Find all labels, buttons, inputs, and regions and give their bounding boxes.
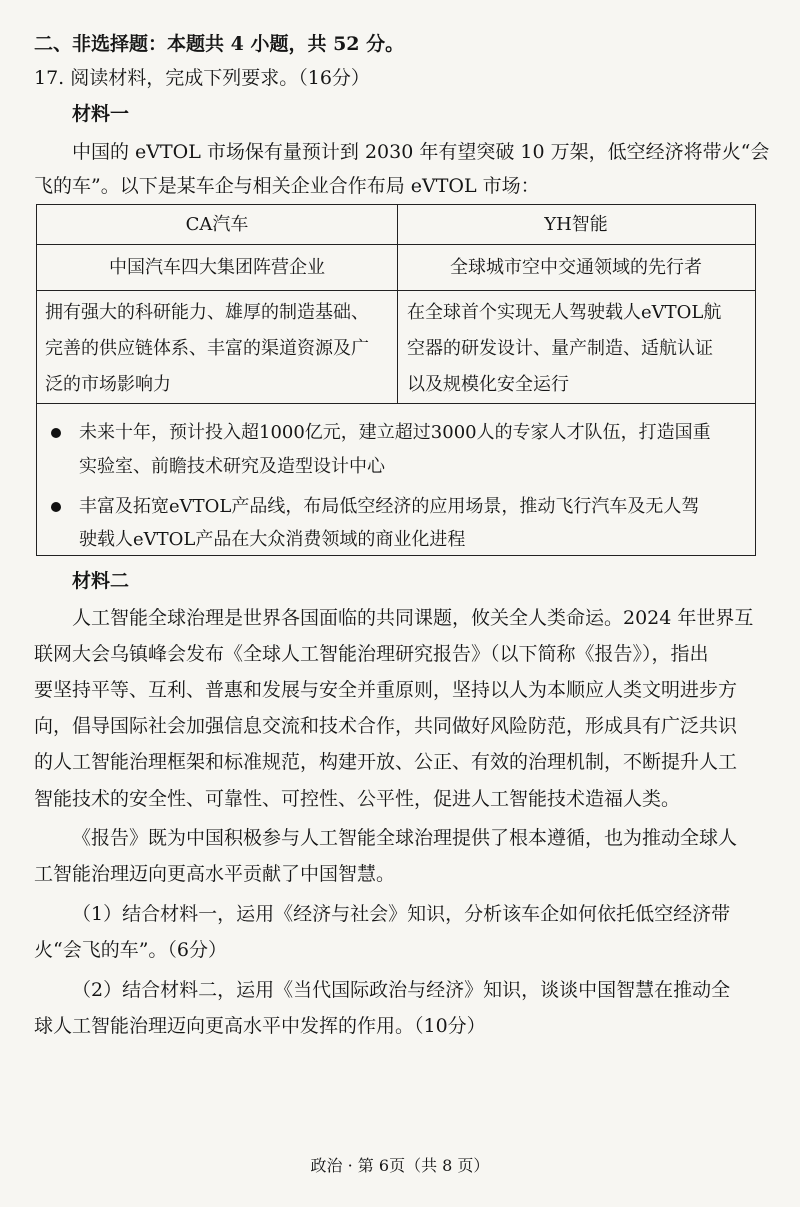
bullet-2 <box>51 490 741 524</box>
page-footer: 政治 · 第 6页（共 8 页） <box>310 1156 490 1175</box>
col2-desc-line1: 在全球首个实现无人驾驶载人eVTOL航 <box>407 302 722 323</box>
material2-label: 材料二 <box>72 570 130 592</box>
section-header: 二、非选择题：本题共 4 小题，共 52 分。 <box>34 33 405 55</box>
material1-intro-line2: 飞的车”。以下是某车企与相关企业合作布局 eVTOL 市场： <box>34 175 540 197</box>
material2-p2-line2: 工智能治理迈向更高水平贡献了中国智慧。 <box>34 863 396 885</box>
table-sub-row <box>37 245 755 291</box>
col1-header: CA汽车 <box>185 214 249 235</box>
bullet-dot-icon <box>51 428 61 438</box>
bullet1-line2: 实验室、前瞻技术研究及造型设计中心 <box>79 456 385 477</box>
col2-header: YH智能 <box>544 214 608 235</box>
table-desc-row <box>37 291 755 404</box>
material2-p1-line5: 的人工智能治理框架和标准规范，构建开放、公正、有效的治理机制，不断提升人工 <box>34 751 738 773</box>
material2-p2-line1: 《报告》既为中国积极参与人工智能全球治理提供了根本遵循，也为推动全球人 <box>72 827 738 849</box>
subquestion-2-line1: （2）结合材料二，运用《当代国际政治与经济》知识，谈谈中国智慧在推动全 <box>72 979 731 1001</box>
material1-label: 材料一 <box>72 103 130 125</box>
col1-desc-line1: 拥有强大的科研能力、雄厚的制造基础、 <box>45 302 369 323</box>
col1-desc-line2: 完善的供应链体系、丰富的渠道资源及广 <box>45 338 369 359</box>
col1-desc-line3: 泛的市场影响力 <box>45 374 171 395</box>
bullet2-line1: 丰富及拓宽eVTOL产品线，布局低空经济的应用场景，推动飞行汽车及无人驾 <box>79 496 700 517</box>
material2-p1-line2: 联网大会乌镇峰会发布《全球人工智能治理研究报告》（以下简称《报告》），指出 <box>34 643 709 665</box>
subquestion-1-line1: （1）结合材料一，运用《经济与社会》知识，分析该车企如何依托低空经济带 <box>72 903 731 925</box>
bullet-dot-icon <box>51 502 61 512</box>
subquestion-1-line2: 火“会飞的车”。（6分） <box>34 939 228 961</box>
cooperation-table <box>36 204 756 556</box>
col1-sub: 中国汽车四大集团阵营企业 <box>109 257 325 278</box>
subquestion-2-line2: 球人工智能治理迈向更高水平中发挥的作用。（10分） <box>34 1015 486 1037</box>
column-divider <box>397 205 398 404</box>
material2-p1-line1: 人工智能全球治理是世界各国面临的共同课题，攸关全人类命运。2024 年世界互 <box>72 607 754 629</box>
question-title: 17. 阅读材料，完成下列要求。（16分） <box>34 67 370 89</box>
bullet2-line2: 驶载人eVTOL产品在大众消费领域的商业化进程 <box>79 529 466 550</box>
bullet-1 <box>51 416 741 450</box>
material1-intro-line1: 中国的 eVTOL 市场保有量预计到 2030 年有望突破 10 万架，低空经济将带火“会 <box>72 141 770 163</box>
material2-p1-line4: 向，倡导国际社会加强信息交流和技术合作，共同做好风险防范，形成具有广泛共识 <box>34 715 738 737</box>
col2-desc-line2: 空器的研发设计、量产制造、适航认证 <box>407 338 713 359</box>
material2-p1-line6: 智能技术的安全性、可靠性、可控性、公平性，促进人工智能技术造福人类。 <box>34 788 681 810</box>
table-header-row <box>37 205 755 245</box>
col2-sub: 全球城市空中交通领域的先行者 <box>450 257 702 278</box>
material2-p1-line3: 要坚持平等、互利、普惠和发展与安全并重原则，坚持以人为本顺应人类文明进步方 <box>34 679 738 701</box>
col2-desc-line3: 以及规模化安全运行 <box>407 374 569 395</box>
bullet1-line1: 未来十年，预计投入超1000亿元，建立超过3000人的专家人才队伍，打造国重 <box>79 422 711 443</box>
